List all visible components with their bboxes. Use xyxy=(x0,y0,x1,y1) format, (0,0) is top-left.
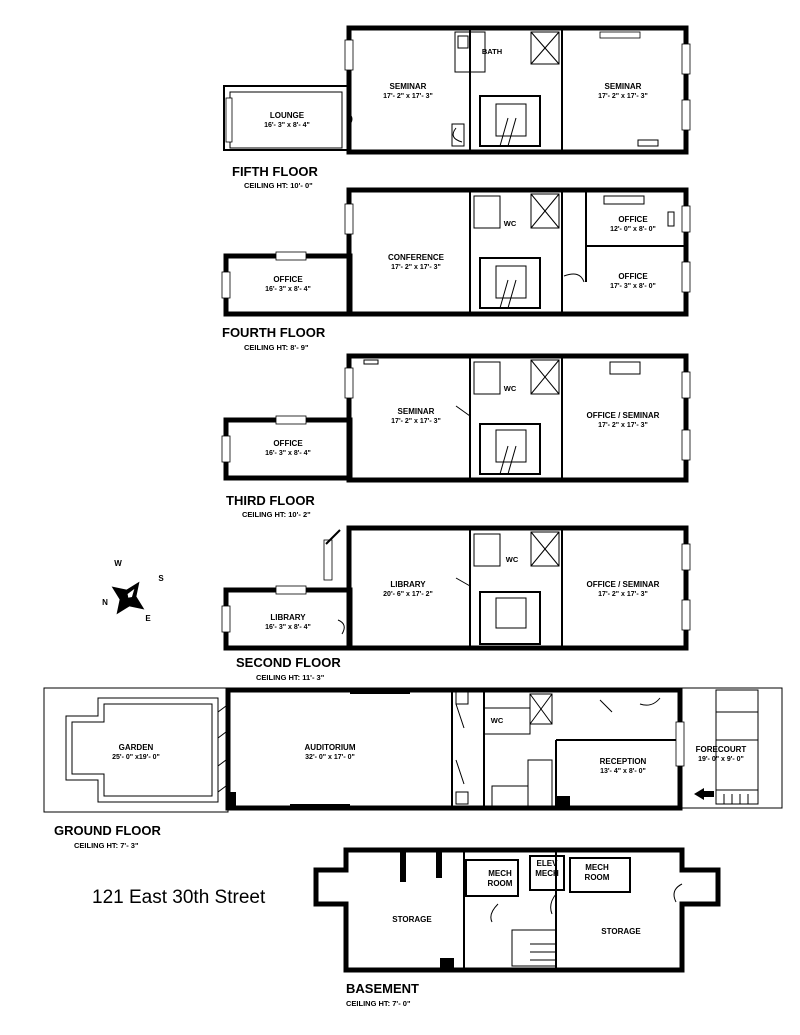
second-library-rear-name: LIBRARY xyxy=(270,613,306,622)
second-office-seminar-name: OFFICE / SEMINAR xyxy=(586,580,660,589)
ground-auditorium-name: AUDITORIUM xyxy=(304,743,356,752)
basement-mech-room-a-line1: MECH xyxy=(488,869,512,878)
ground-garden-dim: 25'- 0" x19'- 0" xyxy=(112,754,160,761)
basement-mech-room-b-line1: MECH xyxy=(585,863,609,872)
ground-garden-name: GARDEN xyxy=(118,743,154,752)
fourth-office-rear-name: OFFICE xyxy=(273,275,303,284)
fourth-floor-title: FOURTH FLOOR xyxy=(222,325,326,340)
basement-storage-rear-name: STORAGE xyxy=(392,915,432,924)
second-floor-title: SECOND FLOOR xyxy=(236,655,341,670)
basement-elev-mech-line1: ELEV xyxy=(536,859,558,868)
third-rear-office-walls xyxy=(226,420,350,478)
fifth-lounge-name: LOUNGE xyxy=(269,111,305,120)
fifth-bath-label: BATH xyxy=(481,47,503,56)
basement-plan xyxy=(316,850,718,970)
ground-main-walls xyxy=(228,690,680,808)
ground-floor-plan xyxy=(44,688,782,812)
basement-mech-room-b-line2: ROOM xyxy=(584,873,610,882)
ground-reception-name: RECEPTION xyxy=(599,757,647,766)
ground-reception-dim: 13'- 4" x 8'- 0" xyxy=(600,768,646,775)
fourth-office-front-dim: 17'- 3" x 8'- 0" xyxy=(610,283,656,290)
ground-forecourt-dim: 19'- 0" x 9'- 0" xyxy=(698,756,744,763)
third-seminar-dim: 17'- 2" x 17'- 3" xyxy=(391,418,441,425)
second-office-seminar-dim: 17'- 2" x 17'- 3" xyxy=(598,591,648,598)
fourth-ceiling-height: CEILING HT: 8'- 9" xyxy=(244,343,309,352)
fourth-office-front-name: OFFICE xyxy=(618,272,648,281)
ground-ceiling-height: CEILING HT: 7'- 3" xyxy=(74,841,139,850)
compass-s: S xyxy=(158,574,164,583)
fourth-main-walls xyxy=(349,190,686,314)
second-ceiling-height: CEILING HT: 11'- 3" xyxy=(256,673,325,682)
fifth-lounge-dim: 16'- 3" x 8'- 4" xyxy=(264,122,310,129)
third-seminar-name: SEMINAR xyxy=(397,407,435,416)
fourth-office-rear-dim: 16'- 3" x 8'- 4" xyxy=(265,286,311,293)
second-library-rear-dim: 16'- 3" x 8'- 4" xyxy=(265,624,311,631)
basement-mech-room-a-line2: ROOM xyxy=(487,879,513,888)
second-library-name: LIBRARY xyxy=(390,580,426,589)
fifth-seminar-a-dim: 17'- 2" x 17'- 3" xyxy=(383,93,433,100)
fourth-floor-plan xyxy=(222,190,690,314)
fifth-floor-title: FIFTH FLOOR xyxy=(232,164,318,179)
fourth-office-small-dim: 12'- 0" x 8'- 0" xyxy=(610,226,656,233)
building-address: 121 East 30th Street xyxy=(92,887,266,908)
fifth-seminar-b-name: SEMINAR xyxy=(604,82,642,91)
fourth-conference-name: CONFERENCE xyxy=(387,253,445,262)
third-wc-label: WC xyxy=(503,384,517,393)
fifth-seminar-a-name: SEMINAR xyxy=(389,82,427,91)
basement-storage-front-name: STORAGE xyxy=(601,927,641,936)
third-office-seminar-name: OFFICE / SEMINAR xyxy=(586,411,660,420)
ground-wc-label: WC xyxy=(490,716,504,725)
basement-ceiling-height: CEILING HT: 7'- 0" xyxy=(346,999,411,1008)
compass-e: E xyxy=(145,614,151,623)
third-office-rear-name: OFFICE xyxy=(273,439,303,448)
fourth-wc-label: WC xyxy=(503,219,517,228)
compass-w: W xyxy=(114,559,122,568)
third-floor-title: THIRD FLOOR xyxy=(226,493,315,508)
second-library-dim: 20'- 6" x 17'- 2" xyxy=(383,591,433,598)
fifth-lounge-inner xyxy=(230,92,342,148)
fifth-seminar-b-dim: 17'- 2" x 17'- 3" xyxy=(598,93,648,100)
fourth-office-small-name: OFFICE xyxy=(618,215,648,224)
fourth-conference-dim: 17'- 2" x 17'- 3" xyxy=(391,264,441,271)
ground-forecourt-name: FORECOURT xyxy=(695,745,747,754)
fourth-rear-office-walls xyxy=(226,256,350,314)
third-office-seminar-dim: 17'- 2" x 17'- 3" xyxy=(598,422,648,429)
third-ceiling-height: CEILING HT: 10'- 2" xyxy=(242,510,311,519)
basement-elev-mech-line2: MECH xyxy=(535,869,559,878)
ground-auditorium-dim: 32'- 0" x 17'- 0" xyxy=(305,754,355,761)
fifth-ceiling-height: CEILING HT: 10'- 0" xyxy=(244,181,313,190)
ground-floor-title: GROUND FLOOR xyxy=(54,823,161,838)
basement-title: BASEMENT xyxy=(346,981,419,996)
second-wc-label: WC xyxy=(505,555,519,564)
third-office-rear-dim: 16'- 3" x 8'- 4" xyxy=(265,450,311,457)
compass-n: N xyxy=(102,598,108,607)
